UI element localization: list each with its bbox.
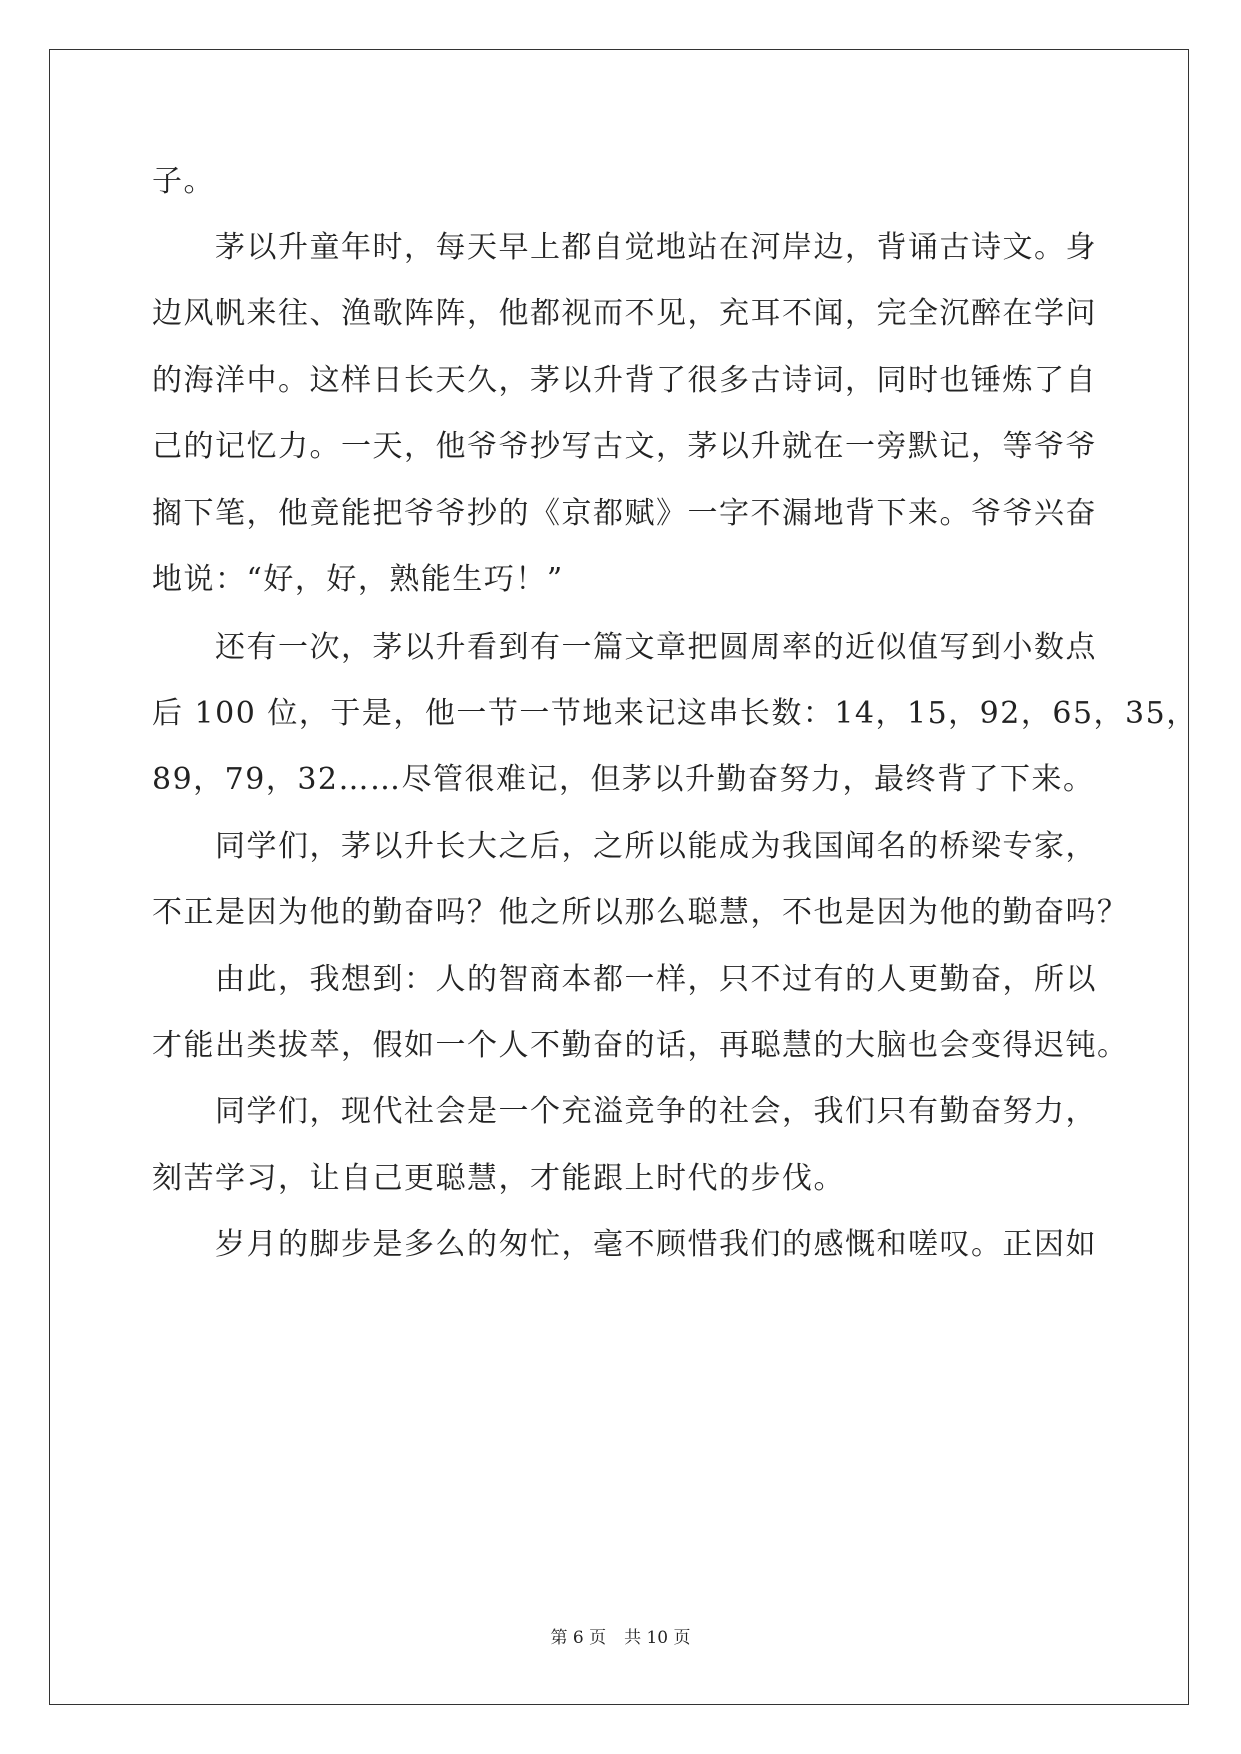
text-line: 子。 (152, 164, 215, 199)
page-number: 第 6 页 (550, 1628, 607, 1648)
text-line: 边风帆来往、渔歌阵阵，他都视而不见，充耳不闻，完全沉醉在学问 (152, 296, 1097, 331)
text-line: 地说：“好，好，熟能生巧！” (152, 562, 564, 597)
paragraph-line: 还有一次，茅以升看到有一篇文章把圆周率的近似值写到小数点 (215, 630, 1097, 665)
text-line: 89，79，32……尽管很难记，但茅以升勤奋努力，最终背了下来。 (152, 762, 1095, 797)
page-footer (0, 1628, 1241, 1648)
text-line: 的海洋中。这样日长天久，茅以升背了很多古诗词，同时也锤炼了自 (152, 363, 1097, 398)
text-line: 后 100 位，于是，他一节一节地来记这串长数：14，15，92，65，35， (152, 696, 1198, 731)
text-line: 才能出类拔萃，假如一个人不勤奋的话，再聪慧的大脑也会变得迟钝。 (152, 1028, 1129, 1063)
paragraph-line: 茅以升童年时，每天早上都自觉地站在河岸边，背诵古诗文。身 (215, 230, 1097, 265)
paragraph-line: 同学们，茅以升长大之后，之所以能成为我国闻名的桥梁专家， (215, 829, 1097, 864)
paragraph-line: 由此，我想到：人的智商本都一样，只不过有的人更勤奋，所以 (215, 962, 1097, 997)
text-line: 刻苦学习，让自己更聪慧，才能跟上时代的步伐。 (152, 1161, 845, 1196)
page-total: 共 10 页 (624, 1628, 691, 1648)
paragraph-line: 岁月的脚步是多么的匆忙，毫不顾惜我们的感慨和嗟叹。正因如 (215, 1227, 1097, 1262)
text-line: 不正是因为他的勤奋吗？他之所以那么聪慧，不也是因为他的勤奋吗？ (152, 895, 1129, 930)
text-line: 己的记忆力。一天，他爷爷抄写古文，茅以升就在一旁默记，等爷爷 (152, 429, 1097, 464)
paragraph-line: 同学们，现代社会是一个充溢竞争的社会，我们只有勤奋努力， (215, 1094, 1097, 1129)
text-line: 搁下笔，他竟能把爷爷抄的《京都赋》一字不漏地背下来。爷爷兴奋 (152, 496, 1097, 531)
